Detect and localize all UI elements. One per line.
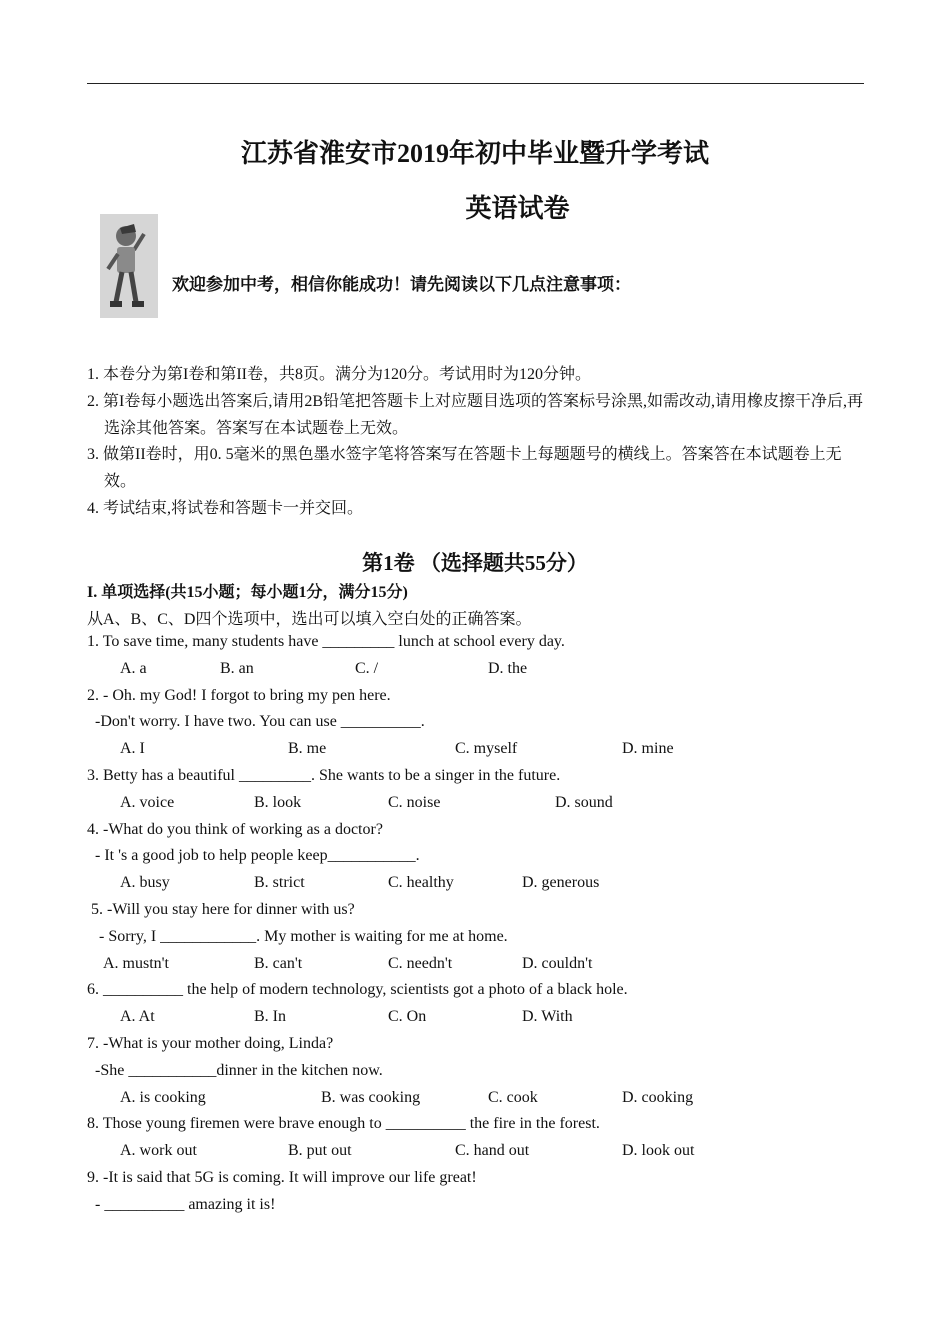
- question-stem: 8. Those young firemen were brave enough to __________ the fire in the forest.: [87, 1115, 600, 1133]
- answer-option: C. hand out: [455, 1142, 530, 1160]
- cartoon-figure-image: [100, 214, 158, 318]
- question-stem: 7. -What is your mother doing, Linda?: [87, 1035, 334, 1052]
- part-heading: I. 单项选择(共15小题；每小题1分，满分15分): [87, 584, 408, 601]
- instruction-item: 4. 考试结束,将试卷和答题卡一并交回。: [87, 499, 364, 517]
- question-stem: - It 's a good job to help people keep___________.: [87, 847, 420, 865]
- answer-option: B. can't: [254, 954, 303, 972]
- question-stem: 2. - Oh. my God! I forgot to bring my pen here.: [87, 686, 391, 704]
- header-rule: [87, 83, 864, 84]
- answer-option: D. sound: [555, 793, 613, 811]
- answer-option: D. couldn't: [522, 954, 593, 972]
- question-stem: -Don't worry. I have two. You can use __________.: [87, 713, 425, 731]
- answer-option: A. I: [120, 740, 145, 758]
- answer-option: C. healthy: [388, 874, 454, 892]
- welcome-message: 欢迎参加中考，相信你能成功！请先阅读以下几点注意事项：: [172, 275, 631, 295]
- answer-option: C. cook: [488, 1088, 538, 1106]
- answer-option: B. was cooking: [321, 1088, 421, 1106]
- answer-option: B. strict: [254, 874, 305, 892]
- answer-option: A. work out: [120, 1142, 197, 1160]
- exam-title: 江苏省淮安市2019年初中毕业暨升学考试: [240, 139, 709, 168]
- answer-option: B. In: [254, 1008, 286, 1026]
- answer-option: D. the: [488, 659, 528, 677]
- answer-option: D. mine: [622, 740, 674, 758]
- answer-option: C. myself: [455, 740, 518, 758]
- instruction-item: 2. 第I卷每小题选出答案后,请用2B铅笔把答题卡上对应题目选项的答案标号涂黑,如需改动,请用橡皮擦干净后,再选涂其他答案。答案写在本试题卷上无效。: [87, 392, 864, 437]
- answer-option: D. look out: [622, 1142, 695, 1160]
- answer-option: B. an: [220, 659, 254, 677]
- answer-option: A. voice: [120, 793, 175, 811]
- answer-option: C. On: [388, 1008, 427, 1026]
- question-stem: - __________ amazing it is!: [87, 1195, 276, 1213]
- answer-option: A. mustn't: [103, 954, 169, 972]
- question-stem: 1. To save time, many students have _________ lunch at school every day.: [87, 633, 565, 650]
- answer-option: B. look: [254, 793, 302, 811]
- answer-option: C. needn't: [388, 954, 453, 972]
- exam-subtitle: 英语试卷: [465, 194, 570, 223]
- instruction-item: 1. 本卷分为第I卷和第II卷，共8页。满分为120分。考试用时为120分钟。: [87, 366, 591, 383]
- question-stem: 3. Betty has a beautiful _________. She wants to be a singer in the future.: [87, 767, 561, 784]
- section-title: 第1卷 （选择题共55分）: [362, 551, 588, 575]
- answer-option: A. At: [120, 1008, 155, 1026]
- question-stem: 6. __________ the help of modern technology, scientists got a photo of a black hole.: [87, 981, 628, 999]
- question-stem: - Sorry, I ____________. My mother is waiting for me at home.: [87, 927, 508, 945]
- answer-option: D. With: [522, 1008, 573, 1026]
- question-stem: 5. -Will you stay here for dinner with us?: [87, 901, 355, 918]
- answer-option: D. cooking: [622, 1088, 694, 1106]
- answer-option: C. noise: [388, 793, 441, 811]
- answer-option: A. is cooking: [120, 1088, 206, 1106]
- answer-option: B. put out: [288, 1142, 352, 1160]
- question-stem: 9. -It is said that 5G is coming. It will improve our life great!: [87, 1169, 477, 1186]
- answer-option: C. /: [355, 659, 379, 677]
- answer-option: D. generous: [522, 874, 600, 892]
- answer-option: A. a: [120, 659, 147, 677]
- instruction-item: 3. 做第II卷时，用0. 5毫米的黑色墨水签字笔将答案写在答题卡上每题题号的横线上。答案答在本试题卷上无效。: [87, 446, 842, 491]
- question-stem: -She ___________dinner in the kitchen now.: [87, 1061, 383, 1079]
- answer-option: A. busy: [120, 874, 170, 892]
- instructions-list: [87, 362, 867, 523]
- question-stem: 4. -What do you think of working as a doctor?: [87, 820, 383, 838]
- part-instruction: 从A、B、C、D四个选项中，选出可以填入空白处的正确答案。: [87, 611, 532, 628]
- answer-option: B. me: [288, 740, 327, 758]
